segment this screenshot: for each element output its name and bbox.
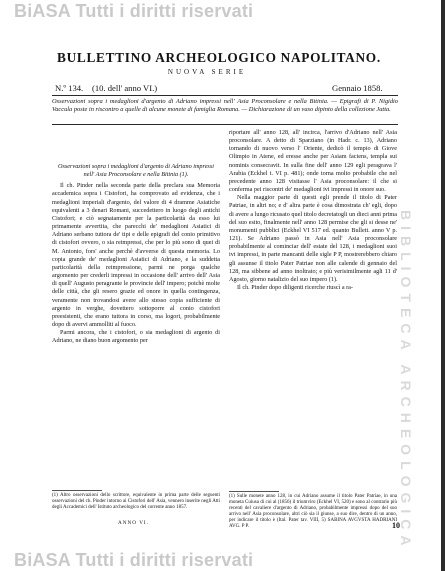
contents-rule — [52, 124, 398, 125]
article-column-right — [229, 129, 397, 292]
article-paragraph: Il ch. Pinder nella seconda parte della preclara sua Memoria accademica sopra i Cistofori, ha comprovato ad evidenza, che i medaglioni imperiali d'argento, del valore di 4 dramme Asiatiche equivalenti a 3 denari Romani, succedettero in luogo degli antichi Cistofori; e ciò segnatamente per la particolarità da esso lui primamente avvertita, che parecchi de' medaglioni Asiatici di Adriano serbano tuttora de' tipi e delle epigrafi del conio primitivo di cistofori ovvero, o sia reimpressi, che per lo più sono di quei di M. Antonio, fors' anche perchè d'avverse di questa memoria. Lo copia grande de' medaglioni Asiatici di Adriano, e la suddetta particolarità della reimpressione, parmi ne porga qualche argomento per crederli impressi in occasione dell' arrivo dell' Asia di quell' Augusto peragrante le provincie dell' impero; poichè molte delle città, che gli resero grazie ed onore in quella contingenza, veramente non trovandosi avere allo stesso copia sufficiente di argento in verghe, dovettero sottoporre al conio cistofori preesistenti, che erano tuttora in corso, ma logori, probabilmente dopo di avervi ammolliti al fuoco. — [52, 182, 220, 328]
footnote-left — [52, 493, 220, 511]
footnote-rule-left — [52, 490, 102, 491]
issue-number: N.º 134. — [55, 83, 84, 93]
footnote-rule-right — [229, 491, 279, 492]
page-number: 10 — [392, 521, 400, 530]
watermark-bottom: BiASA Tutti i diritti riservati — [14, 550, 254, 570]
issue-year: (10. dell' anno VI.) — [92, 83, 158, 93]
article-paragraph: Il ch. Pinder dopo diligenti ricerche riuscì a ra- — [237, 283, 353, 291]
article-paragraph: Parmi ancora, che i cistofori, o sia medaglioni di argento di Adriano, ne diano buon argomento per — [52, 329, 220, 345]
header-rule — [52, 95, 398, 96]
article-paragraph: riportare all' anno 128, all' incirca, l'arrivo d'Adriano nell' Asia proconsolare. A detto di Sparziano (in Hadr. c. 13), Adriano tornando di nuovo verso l' Oriente, dedicò il tempio di Giove Olimpio in Atene, ed eresse anche per Asiam faciens, templa sui nominis consecravit. In sulla fine dell' anno 129 egli peragrava l' Arabia (Eckhel t. VI p. 481); onde torna molto probabile che nel precedente anno 128 visitasse l' Asia proconsolare: il che si conferma pei riscontri de' medaglioni ivi impressi in onore suo. — [229, 129, 397, 194]
article-column-left — [52, 163, 220, 345]
issue-date: Gennaio 1858. — [332, 83, 383, 93]
journal-title: BULLETTINO ARCHEOLOGICO NAPOLITANO. — [57, 50, 381, 65]
volume-label: ANNO VI. — [118, 520, 149, 526]
footnote-text: (1) Altro osservazioni dello scrittore, equivalente in prima parte delle seguenti osservazioni del ch. Pinder intorno ai Cistofori dell' Asia, vennero inserite negli Atti degli Accademici dell' Istituto archeologico del corrente anno 1857. — [52, 493, 220, 511]
watermark-top: BiASA Tutti i diritti riservati — [14, 1, 254, 21]
page-edge-shadow — [441, 0, 445, 571]
contents-summary: Osservazioni sopra i medaglioni d'argento di Adriano impressi nell' Asia Proconsolare e nella Bitinia. — Epigrafi di P. Nigidio Vaccula poste in riscontro a quelle di alcune monete di famiglia Romana. — Dichiarazione di un vaso dipinto della collezione Jatta. — [52, 98, 398, 114]
series-label: NUOVA SERIE — [167, 68, 247, 76]
footnote-right — [229, 494, 397, 531]
footnote-text: (1) Sulle monete anno 128, in cui Adriano assume il titolo Pater Patriae, in una moneta Cuiusa di cui al (1856) il triumviro (Eckhel VI, 520) e sono al contrario più recenti del cavaliere d'argento di Adriano, probabilmente impressi dopo del suo arrivo nell' Asia proconsolare, altri ciò sia il giunse, a suo dire, dentro di un anno, per indicare il titolo è (Ital. Pater tav. VIII, 5) SABINA AVGVSTA HADRIANI AVG. P P. — [229, 494, 397, 530]
article-paragraph: Nella maggior parte di questi egli prende il titolo di Pater Patriae, in altri no; e d' altra parte è cosa dimostrata ch' egli, dopo di avere a lungo ricusato quel titolo decretatogli un dieci anni prima del suo esito, finalmente nell' anno 128 permise che gli si desse ne' monumenti pubblici (Eckhel VI 517 ed. quanto Bullett. anno V p. 121). Se Adriano passò in Asia nell' Asia proconsolare probabilmente al cominciar dell' estate del 128, i medaglioni suoi ivi impressi, in parte mancanti delle sigle P P, mostrerebbero chiaro gli assunse il titolo Pater Patriae non alle calende di gennaio del 128, ma sibbene ad anno inoltrato; e più verisimilmente agli 11 d' Agosto, giorno natalizio del suo impero (1). — [229, 194, 397, 283]
watermark-side: BIBLIOTECA ARCHEOLOGICA — [398, 210, 414, 552]
article-title: Osservazioni sopra i medaglioni d'argento di Adriano impressi nell' Asia Proconsolare e nella Bitinia (1). — [58, 163, 214, 179]
